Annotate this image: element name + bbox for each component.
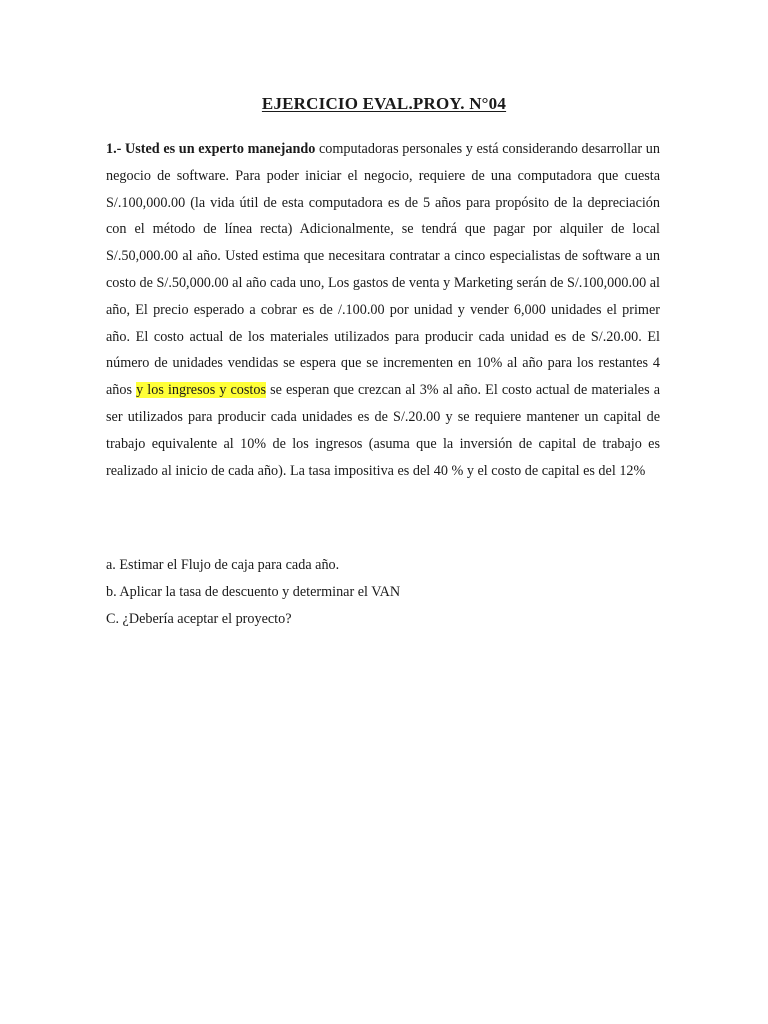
- highlighted-text: y los ingresos y costos: [136, 382, 266, 399]
- question-item-b: b. Aplicar la tasa de descuento y determinar el VAN: [106, 584, 401, 600]
- question-item-a: a. Estimar el Flujo de caja para cada año.: [106, 557, 340, 573]
- exercise-lead: 1.- Usted es un experto manejando: [106, 141, 316, 157]
- page-title: EJERCICIO EVAL.PROY. N°04: [261, 94, 507, 113]
- exercise-text-part-1: computadoras personales y está considerando desarrollar un negocio de software. Para poder iniciar el negocio, requiere de una computadora que cuesta S/.100,000.00 (la vida útil de esta computadora es de 5 años para propósito de la depreciación con el método de línea recta) Adicionalmente, se tendrá que pagar por alquiler de local S/.50,000.00 al año. Usted estima que necesitara contratar a cinco especialistas de software a un costo de S/.50,000.00 al año cada uno, Los gastos de venta y Marketing serán de S/.100,000.00 al año, El precio esperado a cobrar es de /.100.00 por unidad y vender 6,000 unidades el primer año. El costo actual de los materiales utilizados para producir cada unidad es de S/.20.00. El número de unidades vendidas se espera que se incrementen en 10% al año para los restantes 4 años: [106, 141, 660, 399]
- question-item-c: C. ¿Debería aceptar el proyecto?: [106, 611, 292, 627]
- question-list: [106, 552, 660, 633]
- exercise-paragraph: [106, 136, 660, 484]
- exercise-text-part-2: se esperan que crezcan al 3% al año. El costo actual de materiales a ser utilizados para producir cada unidades es de S/.20.00 y se requiere mantener un capital de trabajo equivalente al 10% de los ingresos (asuma que la inversión de capital de trabajo es realizado al inicio de cada año). La tasa impositiva es del 40 % y el costo de capital es del 12%: [106, 382, 661, 479]
